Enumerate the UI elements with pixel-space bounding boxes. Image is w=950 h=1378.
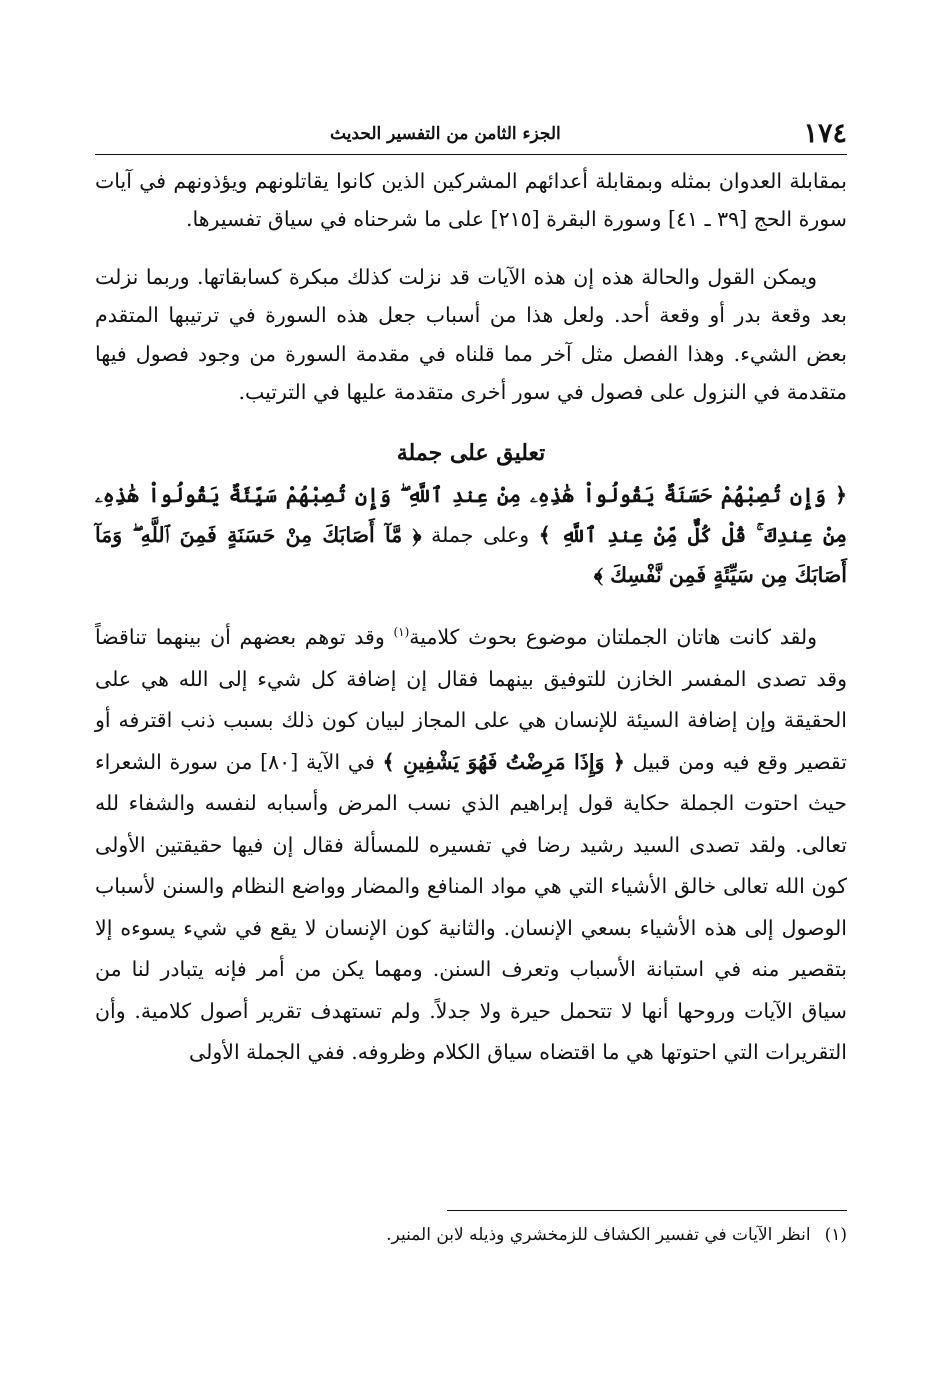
commentary-part-1: ولقد كانت هاتان الجملتان موضوع بحوث كلامية [409,625,818,650]
footnote-reference[interactable]: (١) [393,625,410,640]
commentary-part-2: وقد توهم بعضهم أن بينهما تناقضاً وقد تصدى المفسر الخازن للتوفيق بينهما فقال إن إضافة كل شيء إلى الله هي على الحقيقة وإن إضافة السيئة للإنسان هي على المجاز لبيان كون ذلك بسبب ذنب اقترفه أو تقصير وقع فيه ومن قبيل [95,625,848,774]
quran-verse-3: ﴿ وَإِذَا مَرِضْتُ فَهُوَ يَشْفِينِ ﴾ [382,749,625,774]
paragraph-2: ويمكن القول والحالة هذه إن هذه الآيات قد نزلت كذلك مبكرة كسابقاتها. وربما نزلت بعد وقعة بدر أو وقعة أحد. ولعل هذا من أسباب جعل هذه السورة في ترتيبها المتقدم بعض الشيء. وهذا الفصل مثل آخر مما قلناه في مقدمة السورة من وجود فصول فيها متقدمة في النزول على فصول في سور أخرى متقدمة عليها في الترتيب. [95,264,847,405]
page-number: ١٧٤ [803,118,847,149]
commentary-paragraph [95,617,847,1074]
header-divider [95,154,847,155]
quran-verse-2: ﴿ مَّآ أَصَابَكَ مِنْ حَسَنَةٍ فَمِنَ ٱللَّهِ ۖ وَمَآ أَصَابَكَ مِن سَيِّئَةٍ فَمِن نَّفْسِكَ ﴾ [95,523,847,588]
paragraph-1: بمقابلة العدوان بمثله وبمقابلة أعدائهم المشركين الذين كانوا يقاتلونهم ويؤذونهم في آيات سورة الحج [٣٩ ـ ٤١] وسورة البقرة [٢١٥] على ما شرحناه في سياق تفسيرها. [95,169,847,232]
commentary-part-3: في الآية [٨٠] من سورة الشعراء حيث احتوت الجملة حكاية قول إبراهيم الذي نسب المرض وأسبابه لنفسه والشفاء لله تعالى. ولقد تصدى السيد رشيد رضا في تفسيره للمسألة فقال إن فيها حقيقتين الأولى كون الله تعالى خالق الأشياء التي هي مواد المنافع والمضار وواضع النظام والسنن لأسباب الوصول إلى هذه الأشياء بسعي الإنسان. والثانية كون الإنسان لا يقع في شيء يسوءه إلا بتقصير منه في استبانة الأسباب وتعرف السنن. ومهما يكن من أمر فإنه يتبادر لنا من سياق الآيات وروحها أنها لا تتحمل حيرة ولا جدلاً. ولم تستهدف تقرير أصول كلامية. وأن التقريرات التي احتوتها هي ما اقتضاه سياق الكلام وظروفه. ففي الجملة الأولى [95,749,847,1065]
verse-block [95,475,847,595]
book-page [95,0,847,1378]
page-header [95,112,847,152]
quran-verse-1: ﴿ وَإِن تُصِبْهُمْ حَسَنَةٌ يَقُولُواْ هَٰذِهِۦ مِنْ عِندِ ٱللَّهِ ۖ وَإِن تُصِبْهُمْ سَيِّئَةٌ يَقُولُواْ هَٰذِهِۦ مِنْ عِندِكَ ۚ قُلْ كُلٌّ مِّنْ عِندِ ٱللَّهِ ﴾ [95,483,848,548]
main-text [95,162,847,1074]
footnote-text: انظر الآيات في تفسير الكشاف للزمخشري وذيله لابن المنير. [386,1225,811,1245]
running-title: الجزء الثامن من التفسير الحديث [330,124,561,144]
verse-connector: وعلى جملة [421,523,539,548]
footnote-marker: (١) [824,1225,847,1245]
footnote-divider [447,1210,847,1211]
section-title: تعليق على جملة [396,440,546,467]
footnote [95,1220,847,1250]
